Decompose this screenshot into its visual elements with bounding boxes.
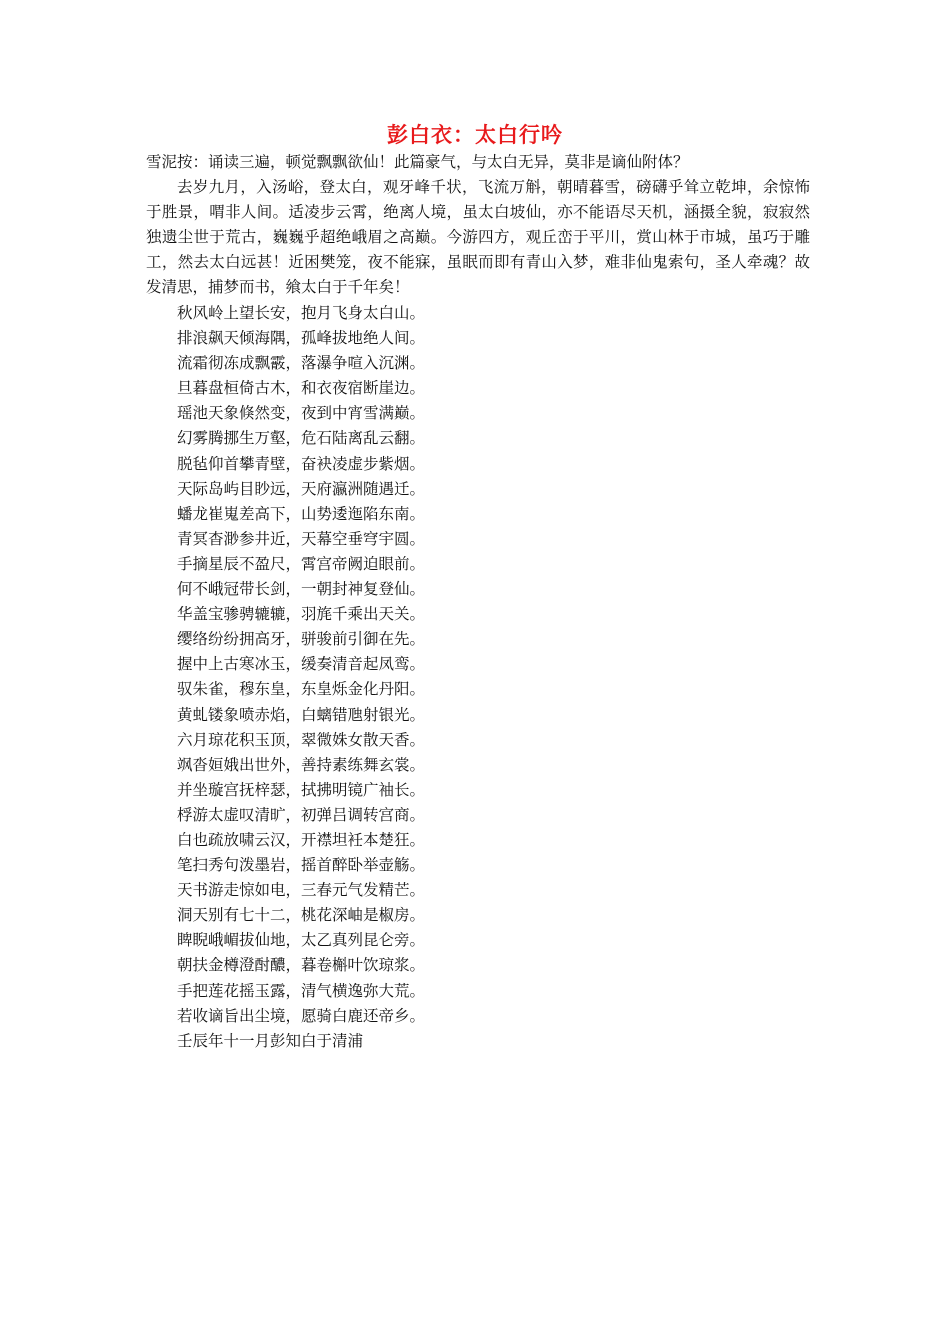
poem-line: 华盖宝骖骋辘辘，羽旄千乘出天关。 (177, 605, 426, 624)
poem-line: 何不峨冠带长剑，一朝封神复登仙。 (177, 580, 426, 599)
poem-line: 幻雾腾挪生万壑，危石陆离乱云翻。 (177, 429, 426, 448)
poem-line: 旦暮盘桓倚古木，和衣夜宿断崖边。 (177, 379, 426, 398)
poem-line: 笔扫秀句泼墨岩，摇首醉卧举壶觞。 (177, 856, 426, 875)
signature-line: 壬辰年十一月彭知白于清浦 (177, 1031, 364, 1050)
poem-line: 蟠龙崔嵬差高下，山势逶迤陷东南。 (177, 504, 426, 523)
page-title: 彭白衣：太白行吟 (387, 123, 563, 147)
poem-line: 桴游太虚叹清旷，初弹吕调转宫商。 (177, 805, 426, 824)
poem-line: 流霜彻冻成飘霰，落瀑争喧入沉渊。 (177, 354, 426, 373)
poem-line: 睥睨峨嵋拔仙地，太乙真列昆仑旁。 (177, 931, 426, 950)
poem-line: 并坐璇宫抚梓瑟，拭拂明镜广袖长。 (177, 780, 426, 799)
document-body (146, 150, 810, 1054)
poem-line: 排浪飙天倾海隅，孤峰拔地绝人间。 (177, 329, 426, 348)
poem-line: 秋风岭上望长安，抱月飞身太白山。 (177, 304, 426, 322)
poem-line: 手摘星辰不盈尺，霄宫帝阙迫眼前。 (177, 554, 426, 573)
poem-line: 青冥杳渺参井近，天幕空垂穹宇圆。 (177, 529, 426, 548)
poem-line: 六月琼花积玉顶，翠微姝女散天香。 (177, 730, 426, 749)
poem-line: 瑶池天象倏然变，夜到中宵雪满巅。 (177, 404, 426, 423)
poem-line: 若收谪旨出尘境，愿骑白鹿还帝乡。 (177, 1006, 426, 1025)
poem-line: 天际岛屿目眇远，天府瀛洲随遇迁。 (177, 479, 426, 498)
poem-line: 朝扶金樽澄酎醲，暮卷槲叶饮琼浆。 (177, 956, 426, 975)
preface-paragraph: 去岁九月，入汤峪，登太白，观牙峰千状，飞流万斛，朝晴暮雪，磅礴乎耸立乾坤，余惊怖于胜景，喟非人间。适凌步云霄，绝离人境，虽太白坡仙，亦不能语尽天机，涵摄全貌，寂寂然独遗尘世于荒古，巍巍乎超绝峨眉之高巅。今游四方，观丘峦于平川，赏山林于市城，虽巧于雕工，然去太白远甚！近困樊笼，夜不能寐，虽眠而即有青山入梦，难非仙鬼索句，圣人牵魂？故发清思，捕梦而书，飨太白于千年矣！ (146, 178, 810, 296)
poem-line: 手把莲花摇玉露，清气横逸弥大荒。 (177, 981, 426, 1000)
poem-line: 脱毡仰首攀青壁，奋袂凌虚步紫烟。 (177, 454, 426, 473)
poem-line: 白也疏放啸云汉，开襟坦衽本楚狂。 (177, 830, 426, 849)
poem-line: 天书游走惊如电，三春元气发精芒。 (177, 881, 426, 900)
poem-line: 缨络纷纷拥高牙，骈骏前引御在先。 (177, 630, 426, 649)
poem-line: 洞天别有七十二，桃花深岫是椒房。 (177, 906, 426, 925)
editor-note: 雪泥按：诵读三遍，顿觉飘飘欲仙！此篇豪气，与太白无异，莫非是谪仙附体？ (146, 153, 689, 171)
poem-line: 握中上古寒冰玉，缓奏清音起凤鸾。 (177, 655, 426, 674)
poem-line: 黄虬镂象喷赤焰，白螭错虺射银光。 (177, 705, 426, 724)
poem (146, 301, 810, 1029)
poem-line: 驭朱雀，穆东皇，东皇烁金化丹阳。 (177, 680, 426, 699)
poem-line: 飒沓姮娥出世外，善持素练舞玄裳。 (177, 755, 426, 774)
